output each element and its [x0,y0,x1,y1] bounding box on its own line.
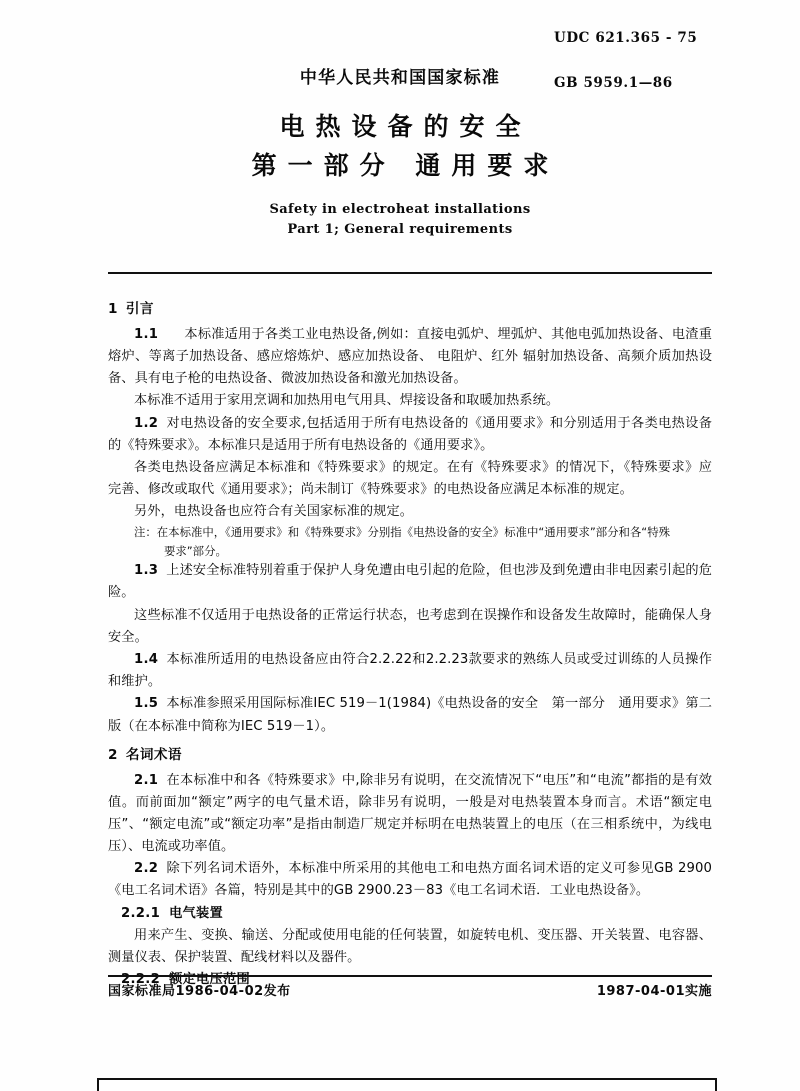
clause-number-1-1: 1.1 [134,326,159,342]
clause-text-1-2b: 各类电热设备应满足本标准和《特殊要求》的规定。在有《特殊要求》的情况下，《特殊要求》应完善、修改或取代《通用要求》；尚未制订《特殊要求》的电热设备应满足本标准的规定。 [108,459,712,498]
title-english-line2: Part 1; General requirements [287,222,513,238]
section-1-number: 1 [108,301,118,317]
paragraph-1-3b [108,605,712,649]
clause-text-2-2: 除下列名词术语外，本标准中所采用的其他电工和电热方面名词术语的定义可参见GB 2900《电工名词术语》各篇，特别是其中的GB 2900.23－83《电工名词术语．工业电热设备》。 [108,861,712,899]
clause-text-1-3: 上述安全标准特别着重于保护人身免遭由电引起的危险，但也涉及到免遭由非电因素引起的危险。 [108,563,712,601]
clause-number-1-4: 1.4 [134,652,159,667]
section-1-title: 引言 [125,301,154,317]
clause-text-1-2c: 另外，电热设备也应符合有关国家标准的规定。 [134,504,414,520]
section-2-number: 2 [108,746,118,763]
clause-text-1-1b: 本标准不适用于家用烹调和加热用电气用具、焊接设备和取暖加热系统。 [134,393,560,409]
clause-text-1-2: 对电热设备的安全要求,包括适用于所有电热设备的《通用要求》和分别适用于各类电热设备的《特殊要求》。本标准只是适用于所有电热设备的《通用要求》。 [108,415,712,453]
paragraph-1-2b [108,457,712,501]
clause-text-1-4: 本标准所适用的电热设备应由符合2.2.22和2.2.23款要求的熟练人员或受过训练的人员操作和维护。 [108,652,712,690]
standard-codes [554,31,714,91]
clause-number-1-2: 1.2 [134,415,159,431]
paragraph-1-2 [108,413,712,457]
document-title-chinese [0,108,800,186]
subsection-title-2-2-1: 电气装置 [169,905,224,921]
masthead [0,0,800,240]
document-title-english [0,200,800,240]
clause-text-1-3b: 这些标准不仅适用于电热设备的正常运行状态，也考虑到在误操作和设备发生故障时，能确保人身安全。 [108,607,712,645]
section-2-title: 名词术语 [125,746,182,763]
paragraph-1-5 [108,693,712,737]
subsection-heading-2-2-1 [108,903,712,925]
paragraph-1-3 [108,560,712,604]
udc-code: UDC 621.365 - 75 [554,30,698,46]
title-chinese-line2: 第一部分 通用要求 [251,151,560,181]
issue-date: 国家标准局1986-04-02发布 [108,984,291,999]
section-heading-2 [108,744,712,767]
clause-number-1-3: 1.3 [134,563,159,579]
subsection-number-2-2-1: 2.2.1 [121,905,161,921]
paragraph-1-1b [108,390,712,412]
next-page-edge [97,1078,717,1091]
effective-date: 1987-04-01实施 [596,984,712,999]
paragraph-2-2 [108,858,712,902]
note-block [134,523,712,560]
gb-standard-number: GB 5959.1—86 [554,74,673,91]
paragraph-2-1 [108,770,712,859]
section-heading-1 [108,298,712,321]
clause-text-1-1: 本标准适用于各类工业电热设备,例如：直接电弧炉、埋弧炉、其他电弧加热设备、电渣重熔炉、等离子加热设备、感应熔炼炉、感应加热设备、 电阻炉、红外 辐射加热设备、高频介质加热设备、具有电子枪的电热设备、微波加热设备和激光加热设备。 [108,326,712,387]
footer-divider-rule [108,975,712,977]
national-standard-line: 中华人民共和国国家标准 [299,68,501,88]
paragraph-1-4 [108,649,712,693]
title-english-line1: Safety in electroheat installations [269,201,531,217]
note-line-1: 注：在本标准中，《通用要求》和《特殊要求》分别指《电热设备的安全》标准中“通用要求”部分和各“特殊 [134,525,670,540]
clause-text-2-2-1: 用来产生、变换、输送、分配或使用电能的任何装置，如旋转电机、变压器、开关装置、电容器、测量仪表、保护装置、配线材料以及器件。 [108,927,712,965]
clause-number-1-5: 1.5 [134,696,159,712]
note-line-2: 要求”部分。 [164,543,227,558]
paragraph-2-2-1-body [108,925,712,969]
paragraph-1-2c [108,501,712,523]
title-chinese-line1: 电热设备的安全 [279,112,532,142]
clause-number-2-2: 2.2 [134,861,159,877]
paragraph-1-1 [108,324,712,391]
subsection-number-2-2-2: 2.2.2 [121,972,161,988]
subsection-title-2-2-2: 额定电压范围 [169,972,250,988]
clause-text-2-1: 在本标准中和各《特殊要求》中,除非另有说明，在交流情况下“电压”和“电流”都指的是有效值。而前面加“额定”两字的电气量术语，除非另有说明，一般是对电热装置本身而言。术语“额定电压”、“额定电流”或“额定功率”是指由制造厂规定并标明在电热装置上的电压（在三相系统中，为线电压）、电流或功率值。 [108,772,712,855]
clause-number-2-1: 2.1 [134,772,159,788]
clause-text-1-5: 本标准参照采用国际标准IEC 519－1(1984)《电热设备的安全 第一部分 通用要求》第二版（在本标准中简称为IEC 519－1）。 [108,696,712,734]
document-body [108,292,712,991]
page-footer [108,980,712,999]
header-divider-rule [108,272,712,274]
